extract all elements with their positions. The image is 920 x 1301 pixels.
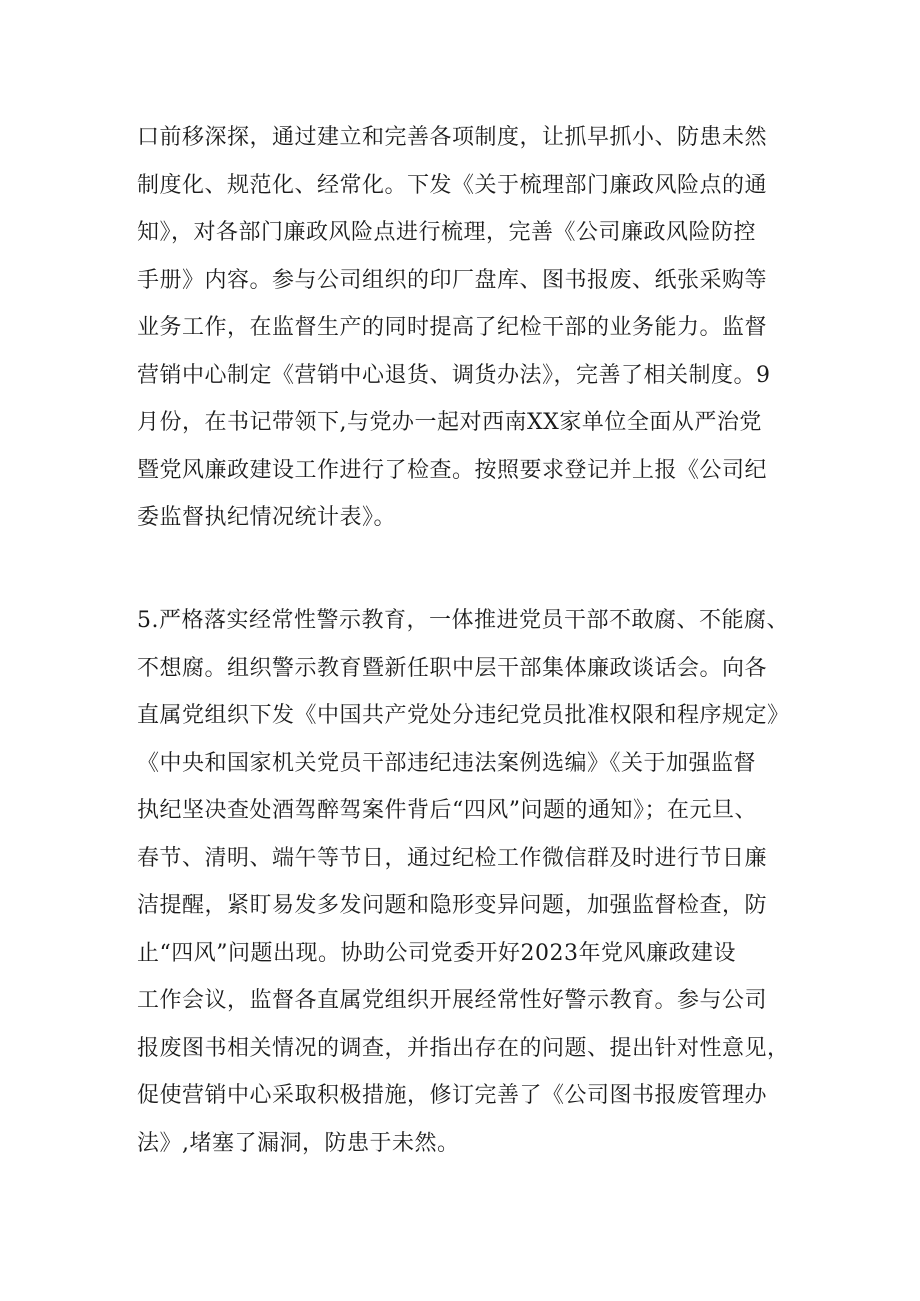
- paragraph-continuation: [137, 114, 817, 542]
- paragraph-line: 委监督执纪情况统计表》。: [137, 505, 397, 530]
- paragraph-line: 月份，在书记带领下,与党办一起对西南XX家单位全面从严治党: [137, 410, 762, 435]
- paragraph-line: 手册》内容。参与公司组织的印厂盘库、图书报废、纸张采购等: [137, 267, 768, 293]
- paragraph-line: 洁提醒，紧盯易发多发问题和隐形变异问题，加强监督检查，防: [137, 893, 768, 918]
- paragraph-line: 不想腐。组织警示教育暨新任职中层干部集体廉政谈话会。向各: [137, 655, 768, 681]
- paragraph-line: 口前移深探，通过建立和完善各项制度，让抓早抓小、防患未然: [137, 125, 768, 150]
- paragraph-line: 春节、清明、端午等节日，通过纪检工作微信群及时进行节日廉: [137, 845, 768, 871]
- paragraph-line: 止“四风”问题出现。协助公司党委开好2023年党风廉政建设: [137, 940, 736, 966]
- paragraph-line: 《中央和国家机关党员干部违纪违法案例选编》《关于加强监督: [137, 750, 757, 776]
- paragraph-line: 知》，对各部门廉政风险点进行梳理，完善《公司廉政风险防控: [137, 220, 757, 245]
- paragraph-line: 执纪坚决查处酒驾醉驾案件背后“四风”问题的通知》；在元旦、: [137, 798, 757, 823]
- paragraph-line: 营销中心制定《营销中心退货、调货办法》，完善了相关制度。9: [137, 362, 771, 388]
- paragraph-line: 法》,堵塞了漏洞，防患于未然。: [137, 1130, 460, 1156]
- paragraph-line: 制度化、规范化、经常化。下发《关于梳理部门廉政风险点的通: [137, 172, 768, 198]
- paragraph-line: 报废图书相关情况的调查，并指出存在的问题、提出针对性意见，: [137, 1035, 790, 1061]
- paragraph-item-5: [137, 597, 817, 1167]
- paragraph-line: 暨党风廉政建设工作进行了检查。按照要求登记并上报《公司纪: [137, 457, 768, 483]
- paragraph-line: 业务工作，在监督生产的同时提高了纪检干部的业务能力。监督: [137, 315, 768, 340]
- paragraph-line: 直属党组织下发《中国共产党处分违纪党员批准权限和程序规定》: [137, 703, 790, 728]
- paragraph-line: 工作会议，监督各直属党组织开展经常性好警示教育。参与公司: [137, 988, 768, 1013]
- paragraph-line: 促使营销中心采取积极措施，修订完善了《公司图书报废管理办: [137, 1083, 768, 1108]
- paragraph-line: 5.严格落实经常性警示教育，一体推进党员干部不敢腐、不能腐、: [137, 608, 789, 633]
